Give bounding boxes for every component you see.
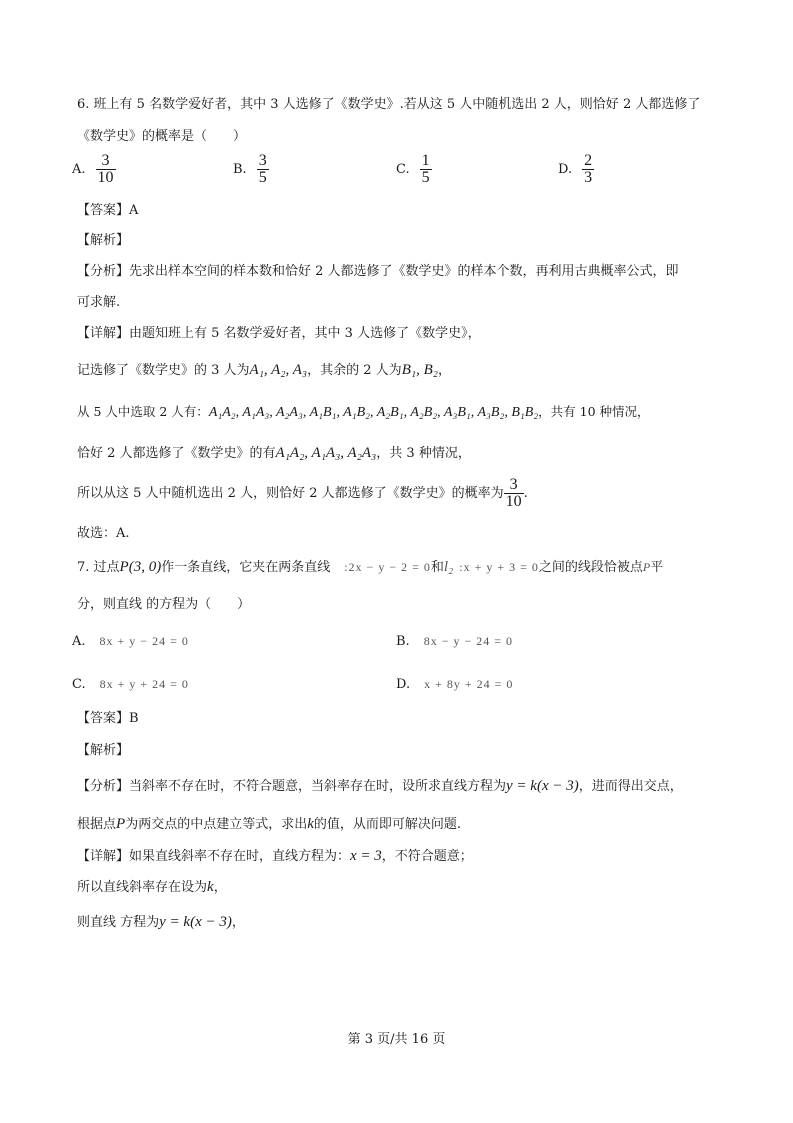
q6-option-a xyxy=(72,153,116,186)
q7-option-d xyxy=(396,675,513,694)
q6-fenxi-line-1: 【分析】先求出样本空间的样本数和恰好 2 人都选修了《数学史》的样本个数，再利用古典概率公式，即 xyxy=(77,264,679,279)
math-expression: A₁, A₂, A₃ xyxy=(249,362,308,378)
q6-answer: 【答案】A xyxy=(77,203,139,218)
q6-xiangjie-line-4: 恰好 2 人都选修了《数学史》的有A₁A₂, A₁A₃, A₂A₃，共 3 种情况， xyxy=(77,445,471,461)
q7-option-a xyxy=(72,632,189,651)
q7-fenxi-line-1: 【分析】当斜率不存在时，不符合题意，当斜率存在时，设所求直线方程为y = k(x − 3)，进而得出交点， xyxy=(77,778,683,794)
q6-option-c xyxy=(396,153,432,186)
q7-stem-line-2: 分，则直线 的方程为（ ） xyxy=(77,597,251,612)
q6-fenxi-line-2: 可求解. xyxy=(77,295,121,310)
option-label: A. xyxy=(72,162,86,177)
option-fraction: $\frac{3}{10}$ xyxy=(97,152,114,186)
math-expression: B₁, B₂ xyxy=(401,362,438,378)
q6-stem-line-1: 6. 班上有 5 名数学爱好者，其中 3 人选修了《数学史》.若从这 5 人中随机选出 2 人，则恰好 2 人都选修了 xyxy=(77,97,701,112)
math-expression: P xyxy=(642,560,651,574)
math-expression: :x + y + 3 = 0 xyxy=(459,560,539,574)
q6-xiangjie-line-2: 记选修了《数学史》的 3 人为A₁, A₂, A₃，其余的 2 人为B₁, B₂， xyxy=(77,362,451,378)
q7-xiangjie-line-2: 所以直线斜率存在设为k， xyxy=(77,879,227,895)
math-expression: k xyxy=(307,816,314,832)
q6-analysis-title: 【解析】 xyxy=(77,233,130,248)
math-expression: l₂ xyxy=(443,559,454,575)
q7-answer: 【答案】B xyxy=(77,711,139,726)
math-expression: y = k(x − 3) xyxy=(506,778,579,794)
q7-fenxi-line-2: 根据点P为两交点的中点建立等式，求出k的值，从而即可解决问题. xyxy=(77,816,462,832)
q7-stem-line-1: 7. 过点P(3, 0)作一条直线，它夹在两条直线 :2x − y − 2 = 0和l₂ :x + y + 3 = 0之间的线段恰被点P平 xyxy=(77,559,664,575)
page-number-footer: 第 3 页/共 16 页 xyxy=(347,1032,446,1047)
option-equation: 8x − y − 24 = 0 xyxy=(423,634,513,648)
q6-xiangjie-line-3: 从 5 人中选取 2 人有：A₁A₂, A₁A₃, A₂A₃, A₁B₁, A₁B₂, A₂B₁, A₂B₂, A₃B₁, A₃B₂, B₁B₂，共有 10 种情况， xyxy=(77,404,650,420)
option-equation: 8x + y + 24 = 0 xyxy=(99,677,189,691)
q6-conclusion: 故选：A. xyxy=(77,526,130,541)
q6-xiangjie-line-1: 【详解】由题知班上有 5 名数学爱好者，其中 3 人选修了《数学史》， xyxy=(77,326,481,341)
math-expression: A₁A₂, A₁A₃, A₂A₃, A₁B₁, A₁B₂, A₂B₁, A₂B₂, A₃B₁, A₃B₂, B₁B₂ xyxy=(208,405,539,420)
option-fraction: $\frac{1}{5}$ xyxy=(421,152,430,186)
math-expression: A₁A₂, A₁A₃, A₂A₃ xyxy=(275,445,377,461)
option-fraction: $\frac{3}{5}$ xyxy=(258,152,267,186)
math-expression: y = k(x − 3) xyxy=(159,914,232,930)
math-expression: :2x − y − 2 = 0 xyxy=(344,560,431,574)
math-expression: P xyxy=(116,816,126,832)
q7-xiangjie-line-1: 【详解】如果直线斜率不存在时，直线方程为：x = 3，不符合题意； xyxy=(77,848,473,864)
option-equation: x + 8y + 24 = 0 xyxy=(424,677,514,691)
q6-stem-line-2: 《数学史》的概率是（ ） xyxy=(77,129,247,144)
option-fraction: $\frac{2}{3}$ xyxy=(584,152,593,186)
q6-option-d xyxy=(558,153,594,186)
option-label: D. xyxy=(558,162,573,177)
q6-option-b xyxy=(233,153,269,186)
option-label: A. xyxy=(72,634,86,649)
q7-option-c xyxy=(72,675,189,694)
probability-fraction: $\frac{3}{10}$ xyxy=(505,476,522,510)
q7-xiangjie-line-3: 则直线 方程为y = k(x − 3)， xyxy=(77,914,245,930)
option-label: D. xyxy=(396,677,411,692)
math-expression: k xyxy=(207,879,214,895)
option-equation: 8x + y − 24 = 0 xyxy=(99,634,189,648)
option-label: C. xyxy=(396,162,410,177)
option-label: B. xyxy=(396,634,410,649)
math-expression: P(3, 0) xyxy=(119,559,162,575)
math-expression: x = 3 xyxy=(350,848,382,864)
q7-analysis-title: 【解析】 xyxy=(77,743,130,758)
option-label: B. xyxy=(233,162,247,177)
q7-option-b xyxy=(396,632,513,651)
q6-xiangjie-line-5: 所以从这 5 人中随机选出 2 人，则恰好 2 人都选修了《数学史》的概率为 $\frac{3}{10}$ . xyxy=(77,476,528,510)
option-label: C. xyxy=(72,677,86,692)
